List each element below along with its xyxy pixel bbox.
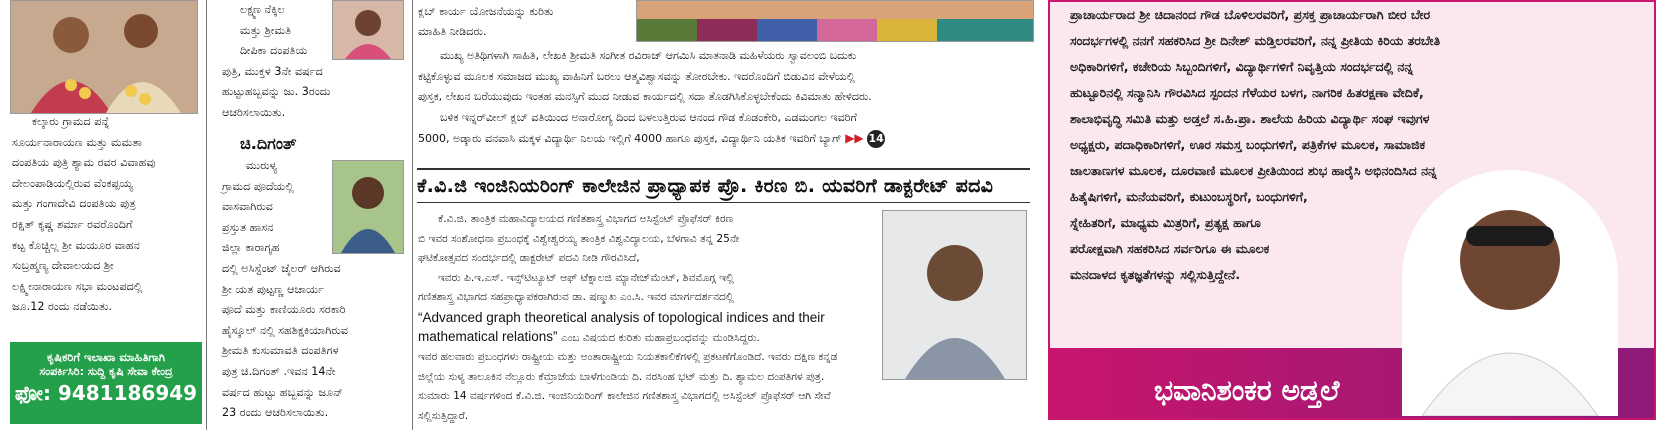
text-line: ಲಕ್ಷ್ಮೀನಾರಾಯಣ ಸಭಾ ಮಂಟಪದಲ್ಲಿ — [12, 279, 143, 293]
contact-box — [10, 342, 202, 424]
text-line — [418, 327, 874, 349]
text-line: ಗ್ರಾಮದ ಪೂದೆಯಲ್ಲಿ — [222, 179, 294, 193]
text-line: ದಲ್ಲಿ ಅಸಿಸ್ಟೆಂಟ್ ಜೈಲರ್ ಆಗಿರುವ — [222, 261, 341, 275]
article-body-b — [418, 348, 1030, 426]
text-line: ದೇಲಂಪಾಡಿಯಲ್ಲಿರುವ ವೆಂಕಪ್ಪಯ್ಯ — [12, 176, 134, 190]
group-photo — [636, 0, 1034, 42]
contact-line-2: ಸಂಪರ್ಕಿಸಿರಿ: ಸುದ್ದಿ ಕೃಷಿ ಸೇವಾ ಕೇಂದ್ರ — [39, 365, 173, 378]
text-line: ಮುರುಳ್ಯ — [246, 159, 278, 172]
club-text-top — [418, 2, 638, 42]
text-line: ಜಾಲತಾಣಗಳ ಮೂಲಕ, ದೂರವಾಣಿ ಮೂಲಕ ಪ್ರೀತಿಯಿಂದ ಶುಭ ಹಾರೈಸಿ ಅಭಿನಂದಿಸಿದ ನನ್ನ — [1070, 163, 1437, 178]
thesis-title-line-1: “Advanced graph theoretical analysis of topological indices and their — [418, 309, 825, 325]
continue-arrow-icon: ▶▶ — [845, 131, 864, 145]
club-para — [418, 46, 1030, 150]
text-line: ಶ್ರೀ ಯತ ಪುಟ್ಟಣ್ಣ ಆಚಾರ್ಯ — [222, 282, 324, 296]
text-line: ಇವರ ಹಲವಾರು ಪ್ರಬಂಧಗಳು ರಾಷ್ಟ್ರೀಯ ಮತ್ತು ಅಂತಾರಾಷ್ಟ್ರೀಯ ನಿಯತಕಾಲಿಕೆಗಳಲ್ಲಿ ಪ್ರಕಟಣೆಗೊಂಡಿದೆ. ಇವರು ದಕ್ಷಿಣ ಕನ್ನಡ — [418, 351, 838, 363]
contact-line-1: ಕೃಷಿಕರಿಗೆ ಇಲಾಖಾ ಮಾಹಿತಿಗಾಗಿ — [47, 350, 165, 364]
text-line: ಹೈಸ್ಕೂಲ್ ನಲ್ಲಿ ಸಹಶಿಕ್ಷಕಿಯಾಗಿರುವ — [222, 323, 349, 337]
text-line — [418, 128, 1030, 150]
child-photo — [332, 0, 404, 60]
text-line: ಕಟ್ಟಿಕೊಳ್ಳುವ ಮೂಲಕ ಸಮಾಜದ ಮುಖ್ಯ ವಾಹಿನಿಗೆ ಬರಲು ಆತ್ಮವಿಶ್ವಾಸವನ್ನು ತೋರಬೇಕು. ಇದರೊಂದಿಗೆ ಬಿಡುವಿನ ವೇಳೆಯಲ್ಲಿ — [418, 69, 855, 83]
text-line: ಕಲ್ಕಾರು ಗ್ರಾಮದ ಪನ್ನೆ — [32, 115, 110, 128]
text-line: ಜೂ.12 ರಂದು ನಡೆಯಿತು. — [12, 300, 113, 314]
text-line: ಕಟ್ಟ ಕೊಚ್ಚಿಲ್ಲ ಶ್ರೀ ಮಯೂರ ವಾಹನ — [12, 238, 140, 252]
couple-illustration — [11, 1, 197, 113]
birthday-text-2 — [222, 156, 412, 424]
text-line: ಕೆ.ವಿ.ಜಿ. ತಾಂತ್ರಿಕ ಮಹಾವಿದ್ಯಾಲಯದ ಗಣಿತಶಾಸ್ತ್ರ ವಿಭಾಗದ ಅಸಿಸ್ಟೆಂಟ್ ಪ್ರೊಫೆಸರ್ ಕಿರಣ — [438, 213, 734, 225]
text-line: ಸಲ್ಲಿಸುತ್ತಿದ್ದಾರೆ. — [418, 409, 469, 422]
text-line: ದೀಪಿಕಾ ದಂಪತಿಯ — [240, 44, 308, 57]
text-line: ಪುತ್ರಿ, ಮುಕ್ತಳ 3ನೇ ವರ್ಷದ — [222, 64, 323, 78]
text-line: ಮನದಾಳದ ಕೃತಜ್ಞತೆಗಳನ್ನು ಸಲ್ಲಿಸುತ್ತಿದ್ದೇನೆ. — [1070, 267, 1241, 282]
text-line: ಮತ್ತು ಶ್ರೀಮತಿ — [240, 23, 292, 37]
text-line: ಶಾಲಾಭಿವೃದ್ಧಿ ಸಮಿತಿ ಮತ್ತು ಅಡ್ತಲೆ ಸ.ಹಿ.ಪ್ರಾ. ಶಾಲೆಯ ಹಿರಿಯ ವಿದ್ಯಾರ್ಥಿ ಸಂಘ ಇವುಗಳ — [1070, 111, 1430, 126]
text-line: ಬಿ ಇವರ ಸಂಶೋಧನಾ ಪ್ರಬಂಧಕ್ಕೆ ವಿಶ್ವೇಶ್ವರಯ್ಯ ತಾಂತ್ರಿಕ ವಿಶ್ವವಿದ್ಯಾಲಯ, ಬೆಳಗಾವಿ ತನ್ನ 25ನೇ — [418, 232, 740, 245]
text-line: ಪುತ್ರ ಚಿ.ದಿಗಂತ್ .ಇವನ 14ನೇ — [222, 364, 336, 378]
text-line: ಹಿತೈಷಿಗಳಿಗೆ, ಮನೆಯವರಿಗೆ, ಕುಟುಂಬಸ್ಥರಿಗೆ, ಬಂಧುಗಳಿಗೆ, — [1070, 189, 1308, 204]
text-line: ಅಧಿಕಾರಿಗಳಿಗೆ, ಕಚೇರಿಯ ಸಿಬ್ಬಂದಿಗಳಿಗೆ, ವಿದ್ಯಾರ್ಥಿಗಳಿಗೆ ನಿವೃತ್ತಿಯ ಸಂದರ್ಭದಲ್ಲಿ ನನ್ನ — [1070, 59, 1413, 74]
text-line: ಸ್ನೇಹಿತರಿಗೆ, ಮಾಧ್ಯಮ ಮಿತ್ರರಿಗೆ, ಪ್ರತ್ಯಕ್ಷ ಹಾಗೂ — [1070, 215, 1261, 230]
article-headline: ಕೆ.ವಿ.ಜಿ ಇಂಜಿನಿಯರಿಂಗ್ ಕಾಲೇಜಿನ ಪ್ರಾಧ್ಯಾಪಕ ಪ್ರೊ. ಕಿರಣ ಬಿ. ಯವರಿಗೆ ಡಾಕ್ಟರೇಟ್ ಪದವಿ — [417, 168, 1030, 203]
text-line: ಜಿಲ್ಲಾ ಕಾರಾಗೃಹ — [222, 241, 280, 255]
contact-phone: ಫೋ: 9481186949 — [14, 381, 198, 405]
text-line: ಪೂದೆ ಮತ್ತು ಕಾಣಿಯೂರು ಸರಕಾರಿ — [222, 303, 346, 317]
text-line: ಪರೋಕ್ಷವಾಗಿ ಸಹಕರಿಸಿದ ಸರ್ವರಿಗೂ ಈ ಮೂಲಕ — [1070, 241, 1270, 256]
text-line: ಬಳಿಕ ಇನ್ನರ್‌ವೀಲ್ ಕ್ಲಬ್ ವತಿಯಿಂದ ಅನಾರೋಗ್ಯ ದಿಂದ ಬಳಲುತ್ತಿರುವ ಆನಂದ ಗೌಡ ಕೊಡಂಕೇರಿ, ಎಡಮಂಗಲ ಇವರಿಗೆ — [440, 110, 857, 124]
man-portrait — [1402, 170, 1618, 416]
text-line: ಜಿಲ್ಲೆಯ ಸುಳ್ಯ ತಾಲೂಕಿನ ನೆಲ್ಲೂರು ಕೆಮ್ರಾಜೆಯ ಬಾಳೆಗುಂಡಿಯ ದಿ. ನರಸಿಂಹ ಭಟ್ ಮತ್ತು ದಿ. ಶ್ಯಾಮಲ ದಂಪತಿಗಳ ಪುತ್ರ. — [418, 370, 825, 383]
text-line: ಆಚರಿಸಲಾಯಿತು. — [222, 105, 286, 119]
text-span: ಎಂಬ ವಿಷಯದ ಕುರಿತು ಮಹಾಪ್ರಬಂಧವನ್ನು ಮಂಡಿಸಿದ್ದರು. — [560, 331, 760, 344]
text-line: ವಾಸವಾಗಿರುವ — [222, 200, 273, 214]
text-line: ಸೂರ್ಯನಾರಾಯಣ ಮತ್ತು ಮಮತಾ — [12, 135, 143, 149]
thesis-title-line-2: mathematical relations” — [418, 328, 558, 344]
thanks-advertisement — [1048, 0, 1656, 420]
text-line: ಘಟಿಕೋತ್ಸವದ ಸಂದರ್ಭದಲ್ಲಿ ಡಾಕ್ಟರೇಟ್ ಪದವಿ ನೀಡಿ ಗೌರವಿಸಿದೆ, — [418, 252, 640, 264]
text-line: ರಕ್ಷಿತ್ ಕೃಷ್ಣ ಶರ್ಮಾ ರವರೊಂದಿಗೆ — [12, 217, 133, 231]
text-line: ಸುಮಾರು 14 ವರ್ಷಗಳಿಂದ ಕೆ.ವಿ.ಜಿ. ಇಂಜಿನಿಯರಿಂಗ್ ಕಾಲೇಜಿನ ಗಣಿತಶಾಸ್ತ್ರ ವಿಭಾಗದಲ್ಲಿ ಅಸಿಸ್ಟೆಂಟ್ ಪ್ರೊಫೆಸರ್ ಆಗಿ ಸೇವೆ — [418, 390, 831, 402]
text-line: ಮಾಹಿತಿ ನೀಡಿದರು. — [418, 25, 487, 38]
wedding-photo — [10, 0, 198, 114]
text-line: ಹುಟ್ಟುಹಬ್ಬವನ್ನು ಜು. 3ರಂದು — [222, 85, 331, 98]
text-line: ದಂಪತಿಯ ಪುತ್ರಿ ಶ್ಯಾಮ ರವರ ವಿವಾಹವು — [12, 156, 156, 170]
text-span: 5000, ಅಡ್ಕಾರು ವನವಾಸಿ ಮಕ್ಕಳ ವಿದ್ಯಾರ್ಥಿ ನಿಲಯ ಇಲ್ಲಿಗೆ 4000 ಹಾಗೂ ಪುಸ್ತಕ, ವಿದ್ಯಾರ್ಥಿನಿ ಯತಿಕ ಇವರಿಗೆ ಬ್ಯಾಗ್ — [418, 132, 842, 145]
text-line: ಪುಸ್ತಕ, ಲೇಖನ ಬರೆಯುವುದು ಇಂತಹ ಮನಸ್ಸಿಗೆ ಮುದ ನೀಡುವ ಕಾರ್ಯದಲ್ಲಿ ಸದಾ ತೊಡಗಿಸಿಕೊಳ್ಳಬೇಕೆಂದು ಕಿವಿಮಾತು ಹೇಳಿದರು. — [418, 90, 872, 103]
column-divider — [412, 0, 413, 430]
text-line: ಇವರು ಪಿ.ಇ.ಎಸ್. ಇನ್ಸ್‌ಟಿಟ್ಯೂಟ್ ಆಫ್ ಟೆಕ್ನಾಲಜಿ ಮ್ಯಾನೇಜ್‌ಮೆಂಟ್, ಶಿವಮೊಗ್ಗ ಇಲ್ಲಿ — [438, 271, 734, 284]
text-line: ಕ್ಲಬ್ ಕಾರ್ಯ ಯೋಜನೆಯನ್ನು ಕುರಿತು — [418, 5, 554, 18]
text-line: ಮತ್ತು ಗಂಗಾದೇವಿ ದಂಪತಿಯ ಪುತ್ರ — [12, 197, 136, 211]
text-line: ಹುಟ್ಟೂರಿನಲ್ಲಿ ಸನ್ಮಾನಿಸಿ ಗೌರವಿಸಿದ ಸ್ಪಂದನ ಗೆಳೆಯರ ಬಳಗ, ನಾಗರಿಕ ಹಿತರಕ್ಷಣಾ ವೇದಿಕೆ, — [1070, 85, 1424, 100]
text-line: ಪ್ರಾಚಾರ್ಯರಾದ ಶ್ರೀ ಚಿದಾನಂದ ಗೌಡ ಬೊಳಿಲರವರಿಗೆ, ಪ್ರಸಕ್ತ ಪ್ರಾಚಾರ್ಯರಾಗಿ ಬೀರ ಬೇರ — [1070, 7, 1431, 22]
text-line: ಮುಖ್ಯ ಅತಿಥಿಗಳಾಗಿ ಸಾಹಿತಿ, ಲೇಖಕಿ ಶ್ರೀಮತಿ ಸಂಗೀತ ರವಿರಾಜ್ ಆಗಮಿಸಿ ಮಾತನಾಡಿ ಮಹಿಳೆಯರು ಸ್ವಾವಲಂಬಿ ಬದುಕು — [440, 49, 857, 62]
column-divider — [206, 0, 207, 430]
text-line: 23 ರಂದು ಆಚರಿಸಲಾಯಿತು. — [222, 406, 329, 420]
article-body-a — [418, 210, 874, 348]
text-line: ವರ್ಷದ ಹುಟ್ಟು ಹಬ್ಬವನ್ನು ಜೂನ್ — [222, 385, 344, 399]
text-line: ಸುಬ್ರಹ್ಮಣ್ಯ ದೇವಾಲಯದ ಶ್ರೀ — [12, 259, 114, 273]
text-line: ಶ್ರೀಮತಿ ಕುಸುಮಾವತಿ ದಂಪತಿಗಳ — [222, 344, 339, 358]
text-line: ಅಧ್ಯಕ್ಷರು, ಪದಾಧಿಕಾರಿಗಳಿಗೆ, ಊರ ಸಮಸ್ತ ಬಂಧುಗಳಿಗೆ, ಪತ್ರಿಕೆಗಳ ಮೂಲಕ, ಸಾಮಾಜಿಕ — [1070, 137, 1426, 152]
ad-person-name: ಭವಾನಿಶಂಕರ ಅಡ್ತಲೆ — [1154, 374, 1340, 407]
text-line: ಸಂದರ್ಭಗಳಲ್ಲಿ ನನಗೆ ಸಹಕರಿಸಿದ ಶ್ರೀ ದಿನೇಶ್ ಮಡ್ತಿಲರವರಿಗೆ, ನನ್ನ ಪ್ರೀತಿಯ ಕಿರಿಯ ತರಬೇತಿ — [1070, 33, 1441, 48]
text-line: ಪ್ರಸ್ತುತ ಹಾಸನ — [222, 220, 274, 234]
page-jump-badge[interactable]: 14 — [867, 130, 885, 148]
text-line: ಲಕ್ಷ್ಮಣ ನೆಕ್ಕಿಲ — [240, 3, 285, 16]
wedding-text — [12, 112, 202, 318]
birthday-heading: ಚಿ.ದಿಗಂತ್ — [240, 134, 297, 153]
text-line: ಗಣಿತಶಾಸ್ತ್ರ ವಿಭಾಗದ ಸಹಪ್ರಾಧ್ಯಾಪಕರಾಗಿರುವ ಡಾ. ಷಣ್ಮುಖ ಎಂ.ಸಿ. ಇವರ ಮಾರ್ಗದರ್ಶನದಲ್ಲಿ — [418, 291, 734, 303]
